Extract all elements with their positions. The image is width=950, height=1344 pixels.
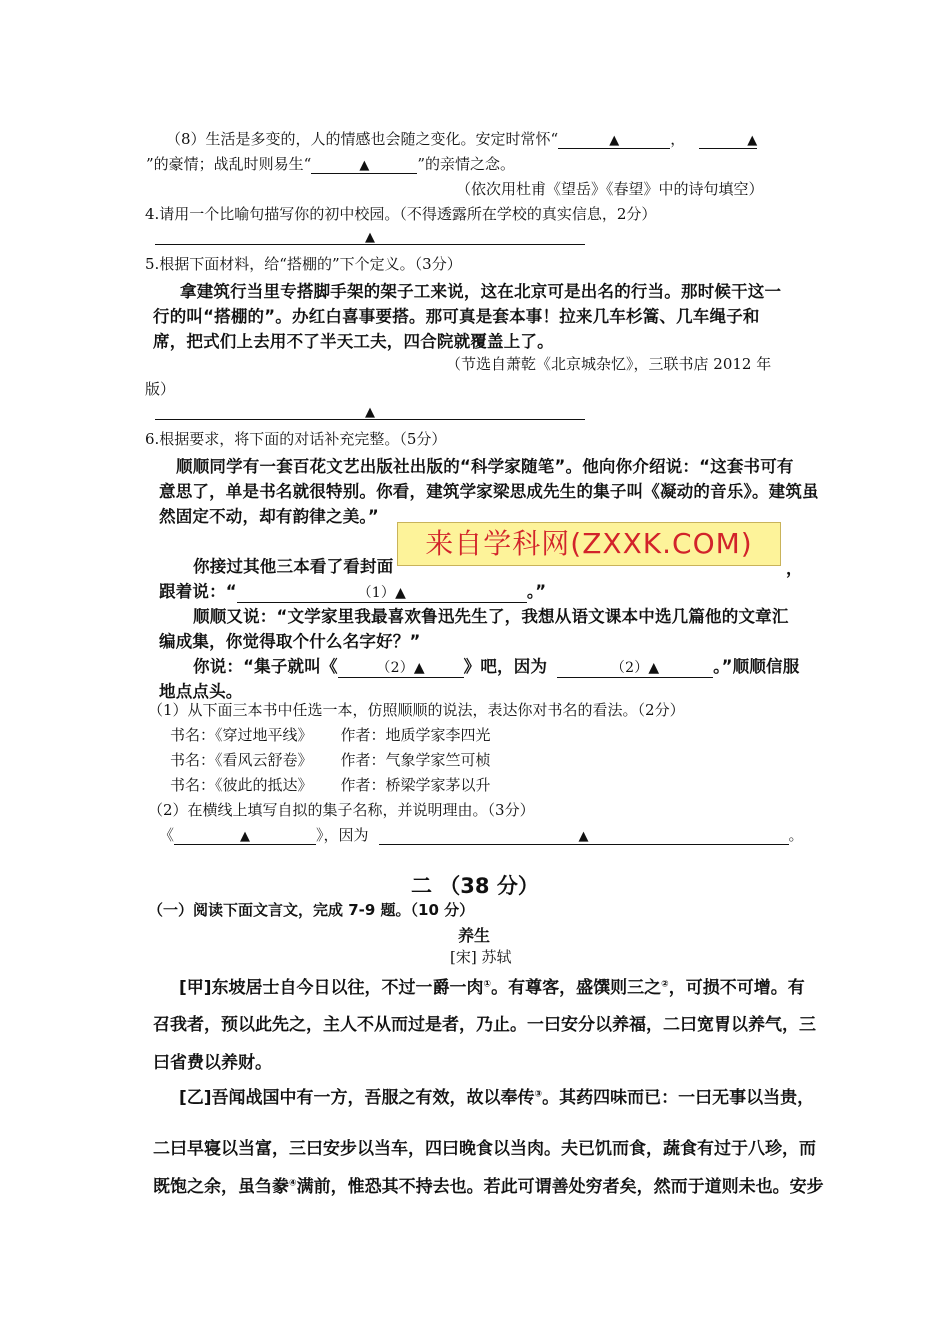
q4-answer-line[interactable]: ▲ xyxy=(155,226,585,245)
q5-source-line1: （节选自萧乾《北京城杂忆》，三联书店 2012 年 xyxy=(446,355,772,373)
book-row-3: 书名：《彼此的抵达》 作者：桥梁学家茅以升 xyxy=(170,776,491,794)
essay-title: 养生 xyxy=(458,926,491,945)
q5-source-line2: 版） xyxy=(145,380,176,398)
q6-answer-row: 《 ▲ 》，因为 ▲ 。 xyxy=(159,826,804,844)
passage-yi-line3: 既饱之余，虽刍豢④满前，惟恐其不持去也。若此可谓善处穷者矣，然而于道则未也。安步 xyxy=(153,1177,824,1197)
essay-author: [宋] 苏轼 xyxy=(450,948,512,966)
q6-dialog-line7: 编成集，你觉得取个什么名字好？” xyxy=(159,632,421,651)
q6-dialog-line9: 地点点头。 xyxy=(159,682,243,701)
q8-line2: ”的豪情；战乱时则易生“ ▲ ”的亲情之念。 xyxy=(146,155,516,173)
passage-yi-line1: [乙]吾闻战国中有一方，吾服之有效，故以奉传③。其药四味而已：一曰无事以当贵， xyxy=(179,1088,815,1108)
book-row-1: 书名：《穿过地平线》 作者：地质学家李四光 xyxy=(170,726,491,744)
answer-blank[interactable]: ▲ xyxy=(311,155,417,174)
q5-passage-line1: 拿建筑行当里专搭脚手架的架子工来说，这在北京可是出名的行当。那时候干这一 xyxy=(180,282,782,301)
q6-dialog-line1: 顺顺同学有一套百花文艺出版社出版的“科学家随笔”。他向你介绍说：“这套书可有 xyxy=(176,457,794,476)
passage-jia-line3: 曰省费以养财。 xyxy=(153,1053,272,1073)
answer-blank[interactable]: ▲ xyxy=(699,130,757,149)
q6-dialog-line4: 你接过其他三本看了看封面 xyxy=(193,557,394,576)
answer-blank-2a[interactable]: （2）▲ xyxy=(338,659,464,678)
reason-blank[interactable]: ▲ xyxy=(379,826,789,845)
q6-dialog-line4-end: ， xyxy=(786,559,803,578)
q6-sub2: （2）在横线上填写自拟的集子名称，并说明理由。（3分） xyxy=(148,801,535,819)
q4-prompt: 4.请用一个比喻句描写你的初中校园。（不得透露所在学校的真实信息，2分） xyxy=(145,205,657,223)
book-row-2: 书名：《看风云舒卷》 作者：气象学家竺可桢 xyxy=(170,751,491,769)
q5-answer-line[interactable]: ▲ xyxy=(155,401,585,420)
passage-jia-line2: 召我者，预以此先之，主人不从而过是者，乃止。一曰安分以养福，二曰宽胃以养气，三 xyxy=(153,1015,816,1035)
watermark-banner: 来自学科网(ZXXK.COM) xyxy=(397,522,781,566)
q8-line1: （8）生活是多变的，人的情感也会随之变化。安定时常怀“ ▲ ， ▲ xyxy=(166,130,758,148)
q6-dialog-line5: 跟着说：“ （1）▲ 。” xyxy=(159,582,547,601)
answer-blank-1[interactable]: （1）▲ xyxy=(237,584,527,603)
answer-blank[interactable]: ▲ xyxy=(558,130,670,149)
q6-dialog-line2: 意思了，单是书名就很特别。你看，建筑学家梁思成先生的集子叫《凝动的音乐》。建筑虽 xyxy=(159,482,819,501)
q6-dialog-line3: 然固定不动，却有韵律之美。” xyxy=(159,507,379,526)
section-intro: （一）阅读下面文言文，完成 7-9 题。（10 分） xyxy=(148,901,475,919)
q5-passage-line2: 行的叫“搭棚的”。办红白喜事要搭。那可真是套本事！拉来几车杉篙、几车绳子和 xyxy=(153,307,760,326)
q8-source: （依次用杜甫《望岳》《春望》中的诗句填空） xyxy=(456,180,764,198)
q6-prompt: 6.根据要求，将下面的对话补充完整。（5分） xyxy=(145,430,447,448)
collection-title-blank[interactable]: ▲ xyxy=(174,826,316,845)
answer-blank-2b[interactable]: （2）▲ xyxy=(557,659,713,678)
q6-dialog-line6: 顺顺又说：“文学家里我最喜欢鲁迅先生了，我想从语文课本中选几篇他的文章汇 xyxy=(193,607,789,626)
passage-jia-line1: [甲]东坡居士自今日以往，不过一爵一肉①。有尊客，盛馔则三之②，可损不可增。有 xyxy=(179,978,805,998)
passage-yi-line2: 二曰早寝以当富，三曰安步以当车，四曰晚食以当肉。夫已饥而食，蔬食有过于八珍，而 xyxy=(153,1139,816,1159)
q5-prompt: 5.根据下面材料，给“搭棚的”下个定义。（3分） xyxy=(145,255,462,273)
section-heading: 二 （38 分） xyxy=(411,874,539,898)
q6-sub1: （1）从下面三本书中任选一本，仿照顺顺的说法，表达你对书名的看法。（2分） xyxy=(148,701,685,719)
q5-passage-line3: 席，把式们上去用不了半天工夫，四合院就覆盖上了。 xyxy=(153,332,554,351)
q6-dialog-line8: 你说：“集子就叫《 （2）▲ 》吧，因为 （2）▲ 。”顺顺信服 xyxy=(193,657,800,676)
